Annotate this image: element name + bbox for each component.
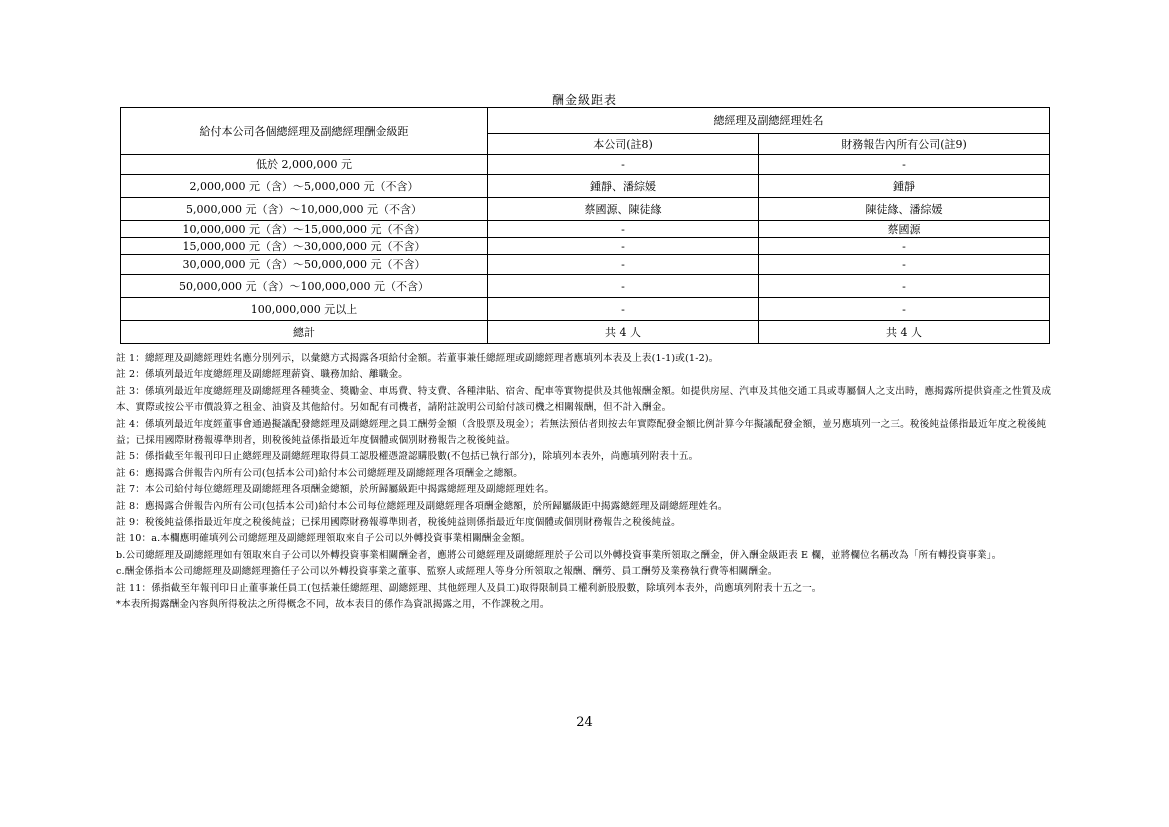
footnote: 註 3：係填列最近年度總經理及副總經理各種獎金、獎勵金、車馬費、特支費、各種津貼、宿舍、配車等實物提供及其他報酬金額。如提供房屋、汽車及其他交通工具或專屬個人之支出時，應揭露所提供資產之性質及成本、實際或按公平市價設算之租金、油資及其他給付。另如配有司機者，請附註說明公司給付該司機之相關報酬，但不計入酬金。 [116, 385, 1052, 414]
table-row [121, 298, 1050, 321]
footnote: 註 5：係指截至年報刊印日止總經理及副總經理取得員工認股權憑證認購股數(不包括已執行部分)，除填列本表外，尚應填列附表十五。 [116, 451, 699, 463]
bracket-cell: 15,000,000 元（含）～30,000,000 元（不含） [121, 238, 488, 255]
company-column-header: 本公司(註8) [488, 134, 759, 155]
table-row [121, 275, 1050, 298]
bracket-cell: 10,000,000 元（含）～15,000,000 元（不含） [121, 221, 488, 238]
bracket-cell: 2,000,000 元（含）～5,000,000 元（不含） [121, 175, 488, 198]
company-names-cell: 鍾靜、潘綜媛 [488, 175, 759, 198]
table-row [121, 221, 1050, 238]
table-row [121, 238, 1050, 255]
total-row [121, 321, 1050, 344]
all-companies-names-cell: - [759, 275, 1050, 298]
company-names-cell: - [488, 255, 759, 275]
company-names-cell: - [488, 298, 759, 321]
footnote: 註 4：係填列最近年度經董事會通過擬議配發總經理及副總經理之員工酬勞金額（含股票及現金）；若無法預估者則按去年實際配發金額比例計算今年擬議配發金額，並另應填列一之三。稅後純益係指最近年度之稅後純益；已採用國際財務報導準則者，則稅後純益係指最近年度個體或個別財務報告之稅後純益。 [116, 418, 1047, 447]
company-names-cell: - [488, 238, 759, 255]
bracket-cell: 低於 2,000,000 元 [121, 155, 488, 175]
table-row [121, 198, 1050, 221]
footnote: 註 11：係指截至年報刊印日止董事兼任員工(包括兼任總經理、副總經理、其他經理人及員工)取得限制員工權利新股股數，除填列本表外，尚應填列附表十五之一。 [116, 582, 822, 594]
company-names-cell: - [488, 275, 759, 298]
table-title: 酬金級距表 [551, 93, 617, 107]
footnote: 註 7：本公司給付每位總經理及副總經理各項酬金總額，於所歸屬級距中揭露總經理及副總經理姓名。 [116, 484, 555, 496]
all-companies-names-cell: 蔡國源 [759, 221, 1050, 238]
footnote: c.酬金係指本公司總經理及副總經理擔任子公司以外轉投資事業之董事、監察人或經理人等身分所領取之報酬、酬勞、員工酬勞及業務執行費等相關酬金。 [116, 566, 778, 578]
all-companies-names-cell: - [759, 155, 1050, 175]
all-companies-total-cell: 共 4 人 [759, 321, 1050, 344]
all-companies-column-header: 財務報告內所有公司(註9) [759, 134, 1050, 155]
footnote: 註 9：稅後純益係指最近年度之稅後純益；已採用國際財務報導準則者，稅後純益則係指最近年度個體或個別財務報告之稅後純益。 [116, 517, 681, 529]
footnote: 註 10：a.本欄應明確填列公司總經理及副總經理領取來自子公司以外轉投資事業相關酬金金額。 [116, 533, 531, 545]
page-number: 24 [576, 715, 593, 730]
table-row [121, 255, 1050, 275]
company-names-cell: 蔡國源、陳徒緣 [488, 198, 759, 221]
bracket-cell: 5,000,000 元（含）～10,000,000 元（不含） [121, 198, 488, 221]
footnote: b.公司總經理及副總經理如有領取來自子公司以外轉投資事業相關酬金者，應將公司總經理及副總經理於子公司以外轉投資事業所領取之酬金，併入酬金級距表 E 欄，並將欄位名稱改為「所有轉投資事業」。 [116, 549, 1002, 561]
table-row [121, 155, 1050, 175]
names-group-header: 總經理及副總經理姓名 [488, 108, 1050, 134]
footnotes [116, 351, 1056, 614]
bracket-cell: 30,000,000 元（含）～50,000,000 元（不含） [121, 255, 488, 275]
bracket-column-header: 給付本公司各個總經理及副總經理酬金級距 [121, 108, 488, 155]
footnote: *本表所揭露酬金內容與所得稅法之所得概念不同，故本表目的係作為資訊揭露之用，不作課稅之用。 [116, 599, 550, 611]
company-names-cell: - [488, 221, 759, 238]
total-label-cell: 總計 [121, 321, 488, 344]
table-row [121, 175, 1050, 198]
header-row-1 [121, 108, 1050, 134]
footnote: 註 1：總經理及副總經理姓名應分別列示，以彙總方式揭露各項給付金額。若董事兼任總經理或副總經理者應填列本表及上表(1-1)或(1-2)。 [116, 353, 719, 364]
footnote: 註 8：應揭露合併報告內所有公司(包括本公司)給付本公司每位總經理及副總經理各項酬金總額，於所歸屬級距中揭露總經理及副總經理姓名。 [116, 500, 728, 512]
all-companies-names-cell: 陳徒緣、潘綜媛 [759, 198, 1050, 221]
company-total-cell: 共 4 人 [488, 321, 759, 344]
bracket-cell: 50,000,000 元（含）～100,000,000 元（不含） [121, 275, 488, 298]
footnote: 註 6：應揭露合併報告內所有公司(包括本公司)給付本公司總經理及副總經理各項酬金之總額。 [116, 467, 523, 479]
company-names-cell: - [488, 155, 759, 175]
all-companies-names-cell: 鍾靜 [759, 175, 1050, 198]
all-companies-names-cell: - [759, 238, 1050, 255]
all-companies-names-cell: - [759, 255, 1050, 275]
bracket-cell: 100,000,000 元以上 [121, 298, 488, 321]
compensation-bracket-table [120, 107, 1050, 344]
all-companies-names-cell: - [759, 298, 1050, 321]
footnote: 註 2：係填列最近年度總經理及副總經理薪資、職務加給、離職金。 [116, 369, 409, 381]
